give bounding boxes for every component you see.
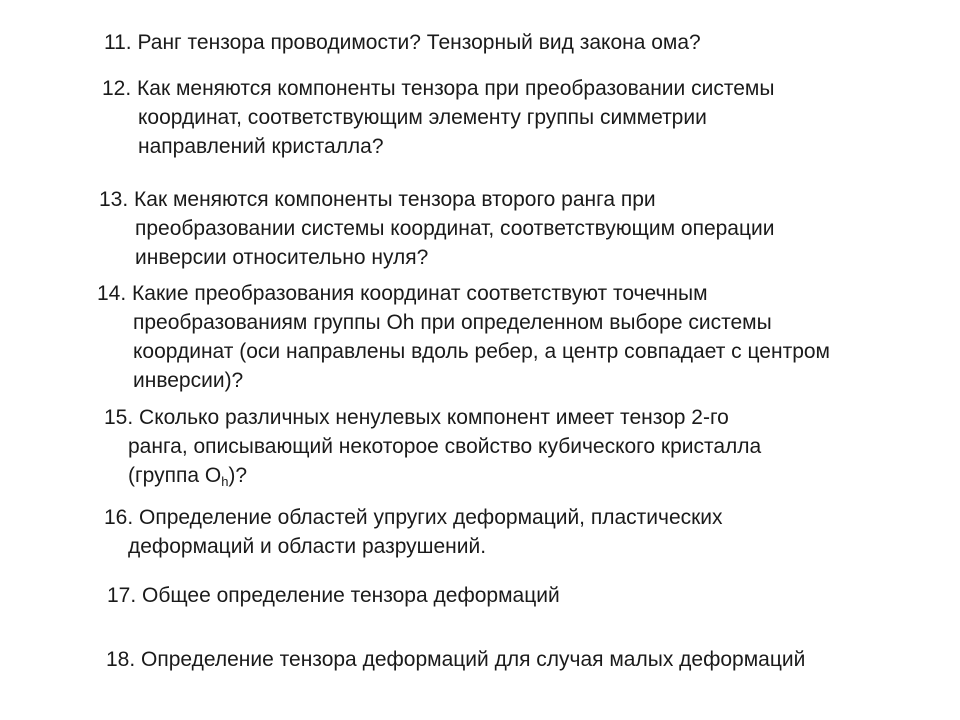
- question-15-line-3: [104, 461, 761, 490]
- group-suffix: )?: [228, 464, 248, 487]
- question-12-line-3: направлений кристалла?: [138, 135, 384, 158]
- question-13-line-1: 13. Как меняются компоненты тензора второго ранга при: [99, 188, 656, 211]
- question-17: [107, 581, 560, 610]
- question-13-line-2: преобразовании системы координат, соответствующим операции: [135, 217, 775, 240]
- question-13-line-3: инверсии относительно нуля?: [135, 246, 429, 269]
- question-18: [106, 645, 805, 674]
- question-15-line-2: ранга, описывающий некоторое свойство кубического кристалла: [128, 435, 762, 458]
- question-12: [102, 74, 774, 161]
- question-18-line-1: 18. Определение тензора деформаций для случая малых деформаций: [106, 648, 806, 671]
- question-16: [104, 503, 723, 561]
- question-15-line-1: 15. Сколько различных ненулевых компонент имеет тензор 2-го: [104, 406, 729, 429]
- question-13: [99, 185, 774, 272]
- question-14-line-3: координат (оси направлены вдоль ребер, а центр совпадает с центром: [133, 340, 830, 363]
- question-14-line-4: инверсии)?: [133, 369, 244, 392]
- question-12-line-2: координат, соответствующим элементу группы симметрии: [138, 106, 707, 129]
- question-16-line-1: 16. Определение областей упругих деформаций, пластических: [104, 506, 723, 529]
- question-16-line-2: деформаций и области разрушений.: [128, 535, 487, 558]
- group-prefix: (группа O: [128, 464, 222, 487]
- question-11: [104, 28, 701, 57]
- question-12-line-1: 12. Как меняются компоненты тензора при преобразовании системы: [102, 77, 775, 100]
- question-11-line-1: 11. Ранг тензора проводимости? Тензорный вид закона ома?: [104, 31, 701, 54]
- group-subscript: h: [221, 474, 229, 489]
- question-14-line-2: преобразованиям группы Oh при определенном выборе системы: [133, 311, 772, 334]
- question-15: [104, 403, 761, 490]
- question-14-line-1: 14. Какие преобразования координат соответствуют точечным: [97, 282, 708, 305]
- question-17-line-1: 17. Общее определение тензора деформаций: [107, 584, 560, 607]
- question-14: [97, 279, 830, 395]
